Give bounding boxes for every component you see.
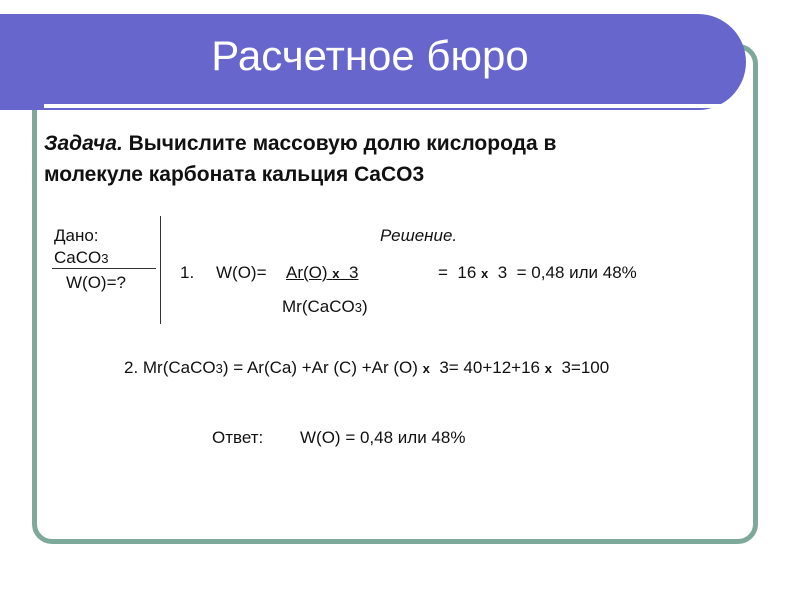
slide-frame: [32, 44, 758, 544]
given-label: Дано:: [54, 226, 99, 245]
answer-label: Ответ:: [212, 428, 264, 447]
title-underline: [44, 104, 744, 108]
given-divider: [52, 268, 156, 269]
step2: 2. Mr(CaCO3) = Ar(Ca) +Ar (C) +Ar (O) x 3= 40+12+16 x 3=100: [124, 358, 610, 377]
solution-heading: Решение.: [380, 226, 458, 245]
given-separator: [160, 216, 161, 324]
step1-numerator: Ar(O) x 3: [286, 263, 359, 282]
task-line-2: молекуле карбоната кальция CaCO3: [44, 163, 425, 186]
task-label: Задача.: [44, 132, 123, 155]
task-line-1: Вычислите массовую долю кислорода в: [128, 132, 557, 155]
step1-number: 1.: [180, 263, 195, 282]
given-substance: CaCO3: [54, 248, 109, 267]
task-text: [44, 128, 744, 190]
step1-result: = 16 x 3 = 0,48 или 48%: [438, 263, 637, 282]
slide-title: Расчетное бюро: [211, 32, 529, 79]
answer-value: W(O) = 0,48 или 48%: [300, 428, 466, 447]
given-find: W(O)=?: [66, 273, 126, 292]
step1-left: W(O)=: [216, 263, 267, 282]
step1-denominator: Mr(CaCO3): [282, 297, 368, 316]
